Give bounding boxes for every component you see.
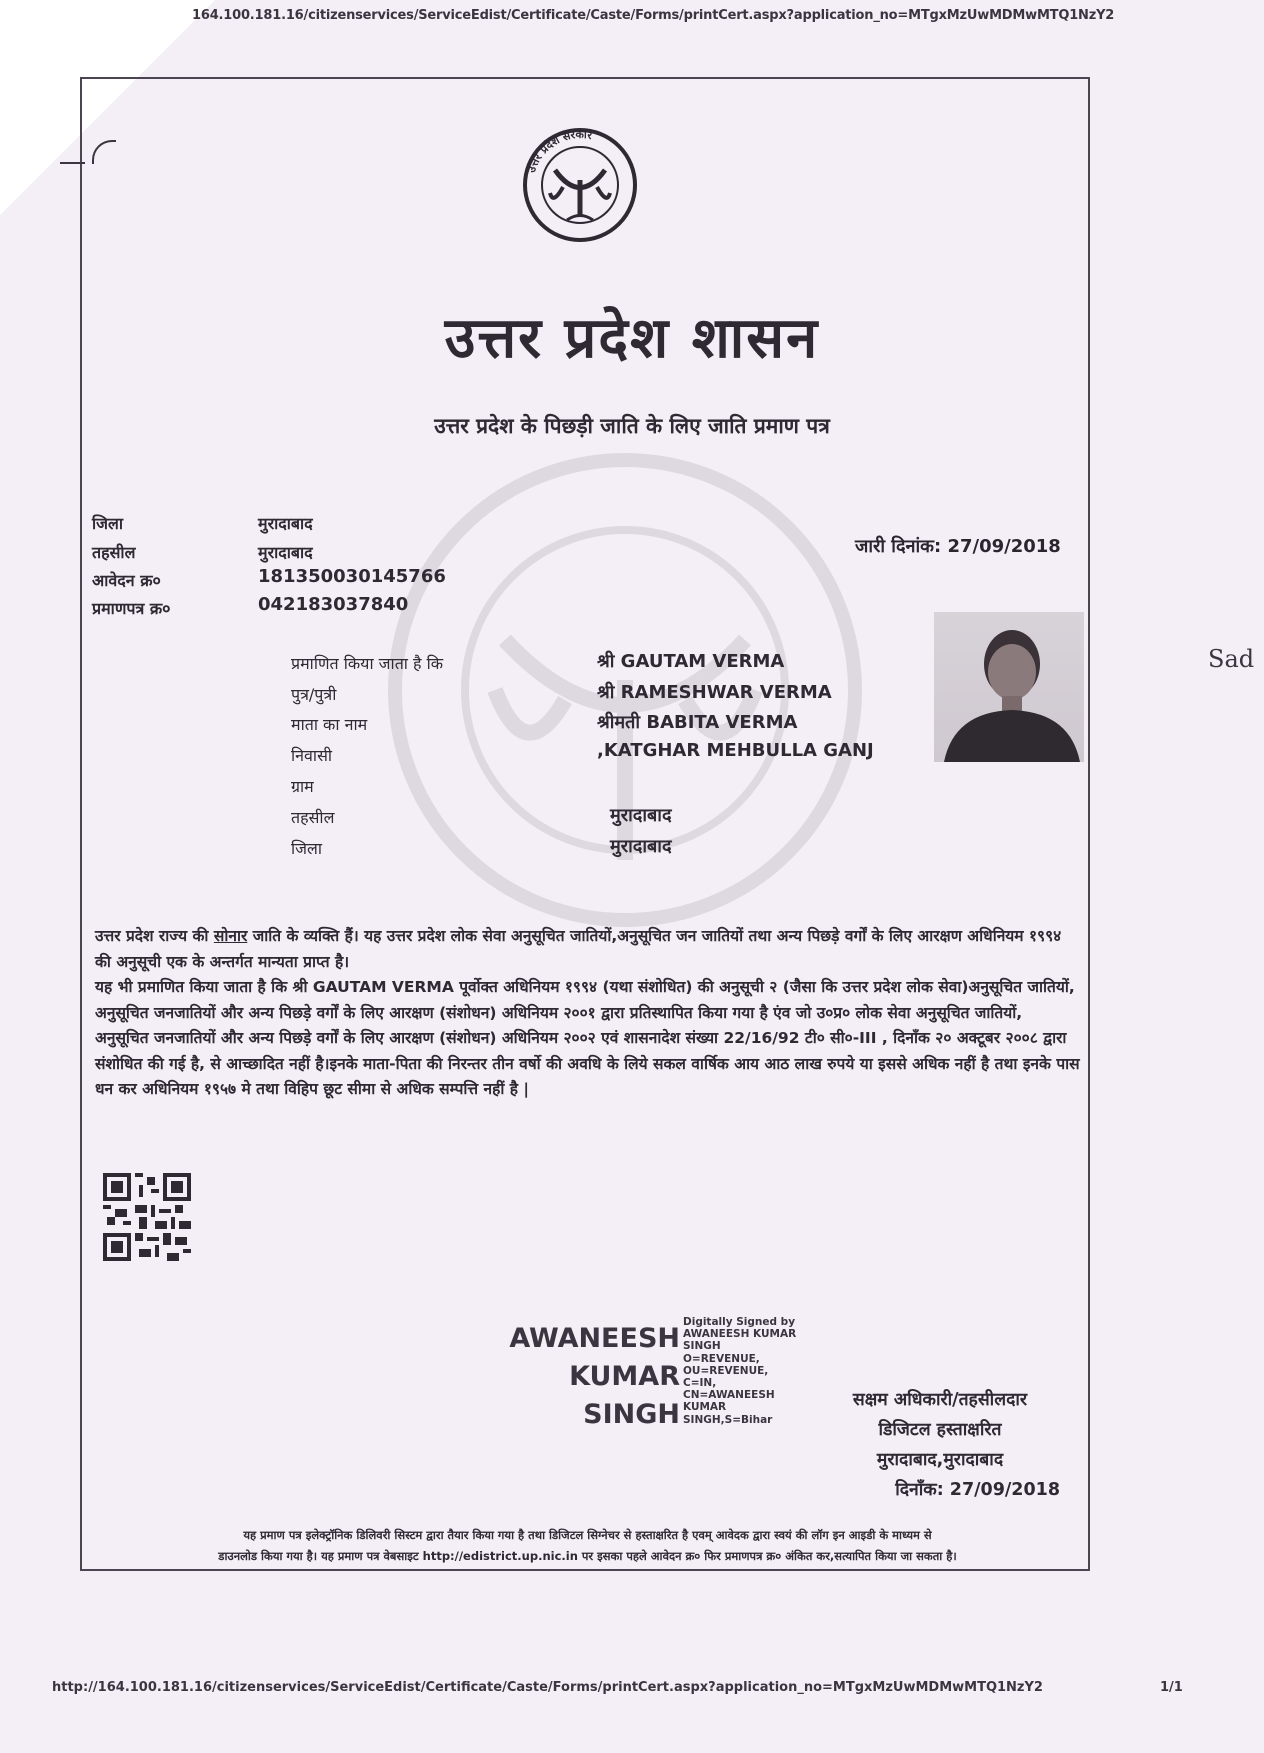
- verification-note-line1: यह प्रमाण पत्र इलेक्ट्रॉनिक डिलिवरी सिस्टम द्वारा तैयार किया गया है तथा डिजिटल सिग्नेचर से हस्ताक्षरित है एवम् आवेदक द्वारा स्वयं की लॉग इन आइडी के माध्यम से: [243, 1528, 932, 1542]
- certificate-no-value: 042183037840: [258, 594, 409, 615]
- village-label: ग्राम: [291, 777, 314, 796]
- person-silhouette-icon: [934, 612, 1084, 762]
- certificate-no-label: प्रमाणपत्र क्र०: [92, 599, 171, 618]
- emblem-text: उत्तर प्रदेश सरकार: [524, 127, 594, 175]
- parent-label: पुत्र/पुत्री: [291, 685, 337, 704]
- tehsil-value: मुरादाबाद: [258, 543, 313, 562]
- person-district-label: जिला: [291, 839, 323, 858]
- verification-note: [95, 1525, 1080, 1567]
- authority-date: दिनाँक: 27/09/2018: [895, 1480, 1060, 1500]
- district-value: मुरादाबाद: [258, 514, 313, 533]
- district-label: जिला: [92, 514, 124, 533]
- digital-signature-details: Digitally Signed by AWANEESH KUMAR SINGH O=REVENUE, OU=REVENUE, C=IN, CN=AWANEESH KUMAR SINGH,S=Bihar: [683, 1316, 797, 1426]
- page-count: 1/1: [1160, 1680, 1183, 1695]
- person-tehsil-label: तहसील: [291, 808, 335, 827]
- up-government-emblem: [505, 125, 655, 245]
- certified-name: श्री GAUTAM VERMA: [597, 651, 785, 672]
- certificate-body: [95, 924, 1080, 1103]
- resident-value: ,KATGHAR MEHBULLA GANJ: [597, 740, 874, 761]
- person-district-value: मुरादाबाद: [610, 836, 672, 857]
- handwritten-side-mark: Sad: [1208, 645, 1255, 673]
- authority-location: मुरादाबाद,मुरादाबाद: [876, 1450, 1004, 1470]
- qr-code[interactable]: [103, 1173, 191, 1261]
- tehsil-label: तहसील: [92, 543, 136, 562]
- issue-date: जारी दिनांक: 27/09/2018: [855, 536, 1061, 557]
- print-footer-url: http://164.100.181.16/citizenservices/ServiceEdist/Certificate/Caste/Forms/printCert.aspx?application_no=MTgxMzUwMDMwMTQ1NzY2: [52, 1680, 1043, 1695]
- body-paragraph-2: यह भी प्रमाणित किया जाता है कि श्री GAUTAM VERMA पूर्वोक्त अधिनियम १९९४ (यथा संशोधित) की अनुसूची २ (जैसा कि उत्तर प्रदेश लोक सेवा)अनुसूचित जातियों, अनुसूचित जनजातियों और अन्य पिछड़े वर्गों के लिए आरक्षण (संशोधन) अधिनियम २००१ द्वारा प्रतिस्थापित किया गया है एंव जो उ०प्र० लोक सेवा अनुसूचित जातियों, अनुसूचित जनजातियों और अन्य पिछड़े वर्गों के लिए आरक्षण (संशोधन) अधिनियम २००२ एवं शासनादेश संख्या 22/16/92 टी० सी०-III , दिनाँक २० अक्टूबर २००८ द्वारा संशोधित की गई है, से आच्छादित नहीं है।इनके माता-पिता की निरन्तर तीन वर्षो की अवधि के लिये सकल वार्षिक आय आठ लाख रुपये या इससे अधिक नहीं है तथा इनके पास धन कर अधिनियम १९५७ मे तथा विहिप छूट सीमा से अधिक सम्पत्ति नहीं है |: [95, 978, 1080, 1098]
- parent-name: श्री RAMESHWAR VERMA: [597, 682, 832, 703]
- signature-name: [500, 1320, 680, 1434]
- body-p1-end: जाति के व्यक्ति हैं। यह उत्तर प्रदेश लोक सेवा अनुसूचित जातियों,अनुसूचित जन जातियों तथा अन्य पिछड़े वर्गों के लिए आरक्षण अधिनियम १९९४ की अनुसूची एक के अन्तर्गत मान्यता प्राप्त है।: [95, 927, 1062, 971]
- mother-name: श्रीमती BABITA VERMA: [597, 712, 798, 733]
- person-tehsil-value: मुरादाबाद: [610, 805, 672, 826]
- pen-mark-line: [60, 162, 85, 164]
- signature-name-line1: AWANEESH: [509, 1323, 680, 1354]
- caste-name: सोनार: [213, 927, 248, 945]
- issuing-authority: [820, 1385, 1060, 1505]
- signature-name-line2: KUMAR: [569, 1361, 680, 1392]
- body-p1-start: उत्तर प्रदेश राज्य की: [95, 927, 214, 945]
- certified-label: प्रमाणित किया जाता है कि: [291, 654, 444, 673]
- authority-designation: सक्षम अधिकारी/तहसीलदार: [852, 1390, 1028, 1410]
- certificate-title: उत्तर प्रदेश शासन: [444, 306, 820, 371]
- body-paragraph-1: [95, 924, 1080, 975]
- resident-label: निवासी: [291, 746, 333, 765]
- certificate-subtitle: उत्तर प्रदेश के पिछड़ी जाति के लिए जाति प्रमाण पत्र: [434, 414, 830, 438]
- print-header-url: 164.100.181.16/citizenservices/ServiceEdist/Certificate/Caste/Forms/printCert.aspx?application_no=MTgxMzUwMDMwMTQ1NzY2: [192, 8, 1115, 23]
- verification-note-line2: डाउनलोड किया गया है। यह प्रमाण पत्र वेबसाइट http://edistrict.up.nic.in पर इसका पहले आवेदन क्र० फिर प्रमाणपत्र क्र० अंकित कर,सत्यापित किया जा सकता है।: [218, 1549, 957, 1563]
- authority-digital-signed: डिजिटल हस्ताक्षरित: [878, 1420, 1002, 1440]
- applicant-photo: [934, 612, 1084, 762]
- signature-name-line3: SINGH: [583, 1399, 680, 1430]
- application-no-value: 181350030145766: [258, 566, 446, 587]
- application-no-label: आवेदन क्र०: [92, 571, 161, 590]
- mother-label: माता का नाम: [291, 715, 368, 734]
